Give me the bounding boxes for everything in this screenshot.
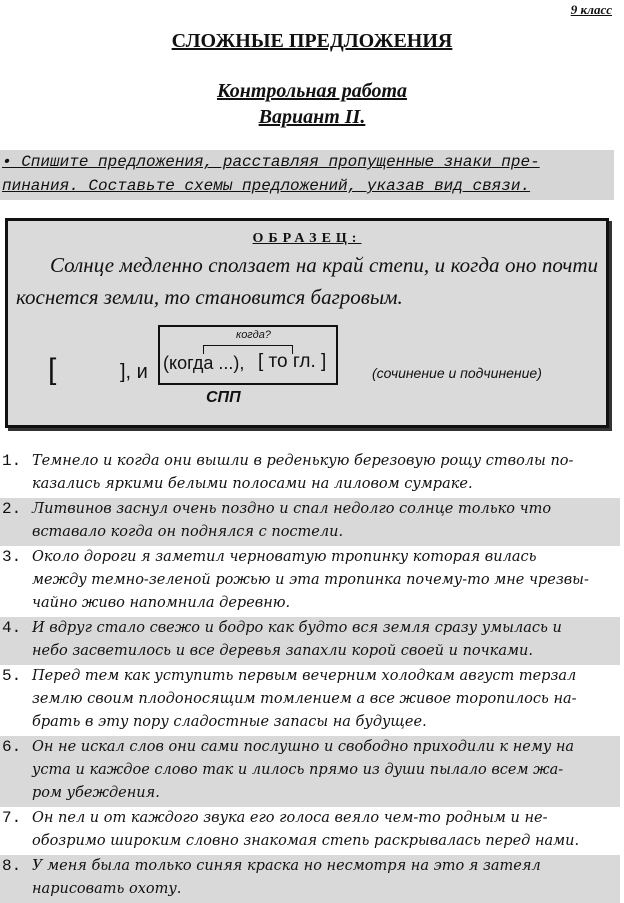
sentence-item: [0, 617, 620, 665]
sample-sentence: Солнце медленно сползает на край степи, и когда оно почти коснется земли, то становится багровым.: [16, 253, 598, 309]
sentence-line: чайно живо напомнила деревню.: [32, 595, 291, 611]
sentence-line: Перед тем как уступить первым вечерним холодкам август терзал: [32, 668, 577, 684]
sentence-number: 7.: [2, 809, 22, 827]
sentence-line: казались яркими белыми полосами на лиловом сумраке.: [32, 476, 473, 492]
variant: Вариант II.: [258, 106, 366, 128]
scheme-abbr: СПП: [206, 389, 241, 406]
instruction-line: пинания. Составьте схемы предложений, указав вид связи.: [2, 177, 531, 195]
sample-box: [5, 218, 609, 428]
sentence-line: И вдруг стало свежо и бодро как будто вся земля сразу умылась и: [32, 620, 562, 636]
scheme-main: [ то гл. ]: [258, 351, 327, 372]
sentence-item: [0, 498, 620, 546]
sentence-line: небо засветилось и все деревья запахли корой своей и почками.: [32, 643, 533, 659]
subtitle: Контрольная работа: [216, 80, 408, 102]
sentence-number: 8.: [2, 857, 22, 875]
sentence-item: [0, 546, 620, 617]
scheme-open-bracket: [: [48, 353, 57, 386]
sentence-number: 4.: [2, 619, 22, 637]
scheme-type: (сочинение и подчинение): [372, 365, 542, 381]
sentence-line: брать в эту пору сладостные запасы на будущее.: [32, 714, 427, 730]
sentence-line: уста и каждое слово так и лилось прямо из души пылало всем жа-: [32, 762, 564, 778]
sentence-line: между темно-зеленой рожью и эта тропинка почему-то мне чрезвы-: [32, 572, 589, 588]
sentence-line: Около дороги я заметил черноватую тропинку которая вилась: [32, 549, 537, 565]
sentence-line: Литвинов заснул очень поздно и спал недолго солнце только что: [32, 501, 552, 517]
sentence-line: Темнело и когда они вышли в реденькую березовую рощу стволы по-: [32, 453, 574, 469]
sentence-item: [0, 855, 620, 903]
sample-heading: ОБРАЗЕЦ:: [252, 231, 362, 246]
scheme-question: когда?: [236, 329, 271, 341]
sentence-line: нарисовать охоту.: [32, 881, 182, 897]
sentence-item: [0, 450, 620, 498]
sentence-number: 1.: [2, 452, 22, 470]
sentence-line: Он пел и от каждого звука его голоса веяло чем-то родным и не-: [32, 810, 548, 826]
sentence-line: У меня была только синяя краска но несмотря на это я затеял: [32, 858, 541, 874]
scheme-subordinate-frame: [158, 325, 338, 385]
sentence-line: ром убеждения.: [32, 785, 160, 801]
sentence-item: [0, 736, 620, 807]
sentence-line: обозримо широким словно знакомая степь раскрывалась перед нами.: [32, 833, 580, 849]
sentence-number: 6.: [2, 738, 22, 756]
page-title: СЛОЖНЫЕ ПРЕДЛОЖЕНИЯ: [171, 30, 453, 52]
sentence-number: 3.: [2, 548, 22, 566]
sentence-line: вставало когда он поднялся с постели.: [32, 524, 344, 540]
scheme-subordinate: (когда ...),: [163, 353, 245, 373]
sentence-number: 2.: [2, 500, 22, 518]
instruction: [0, 150, 614, 200]
scheme-first-close: ], и: [120, 361, 148, 383]
sentence-line: землю своим плодоносящим томлением а все живое торопилось на-: [32, 691, 577, 707]
sentence-list: [0, 450, 620, 903]
grade-label: 9 класс: [570, 2, 612, 17]
instruction-line: • Спишите предложения, расставляя пропущенные знаки пре-: [2, 153, 540, 171]
sentence-line: Он не искал слов они сами послушно и свободно приходили к нему на: [32, 739, 575, 755]
sentence-item: [0, 807, 620, 855]
sentence-number: 5.: [2, 667, 22, 685]
sentence-item: [0, 665, 620, 736]
